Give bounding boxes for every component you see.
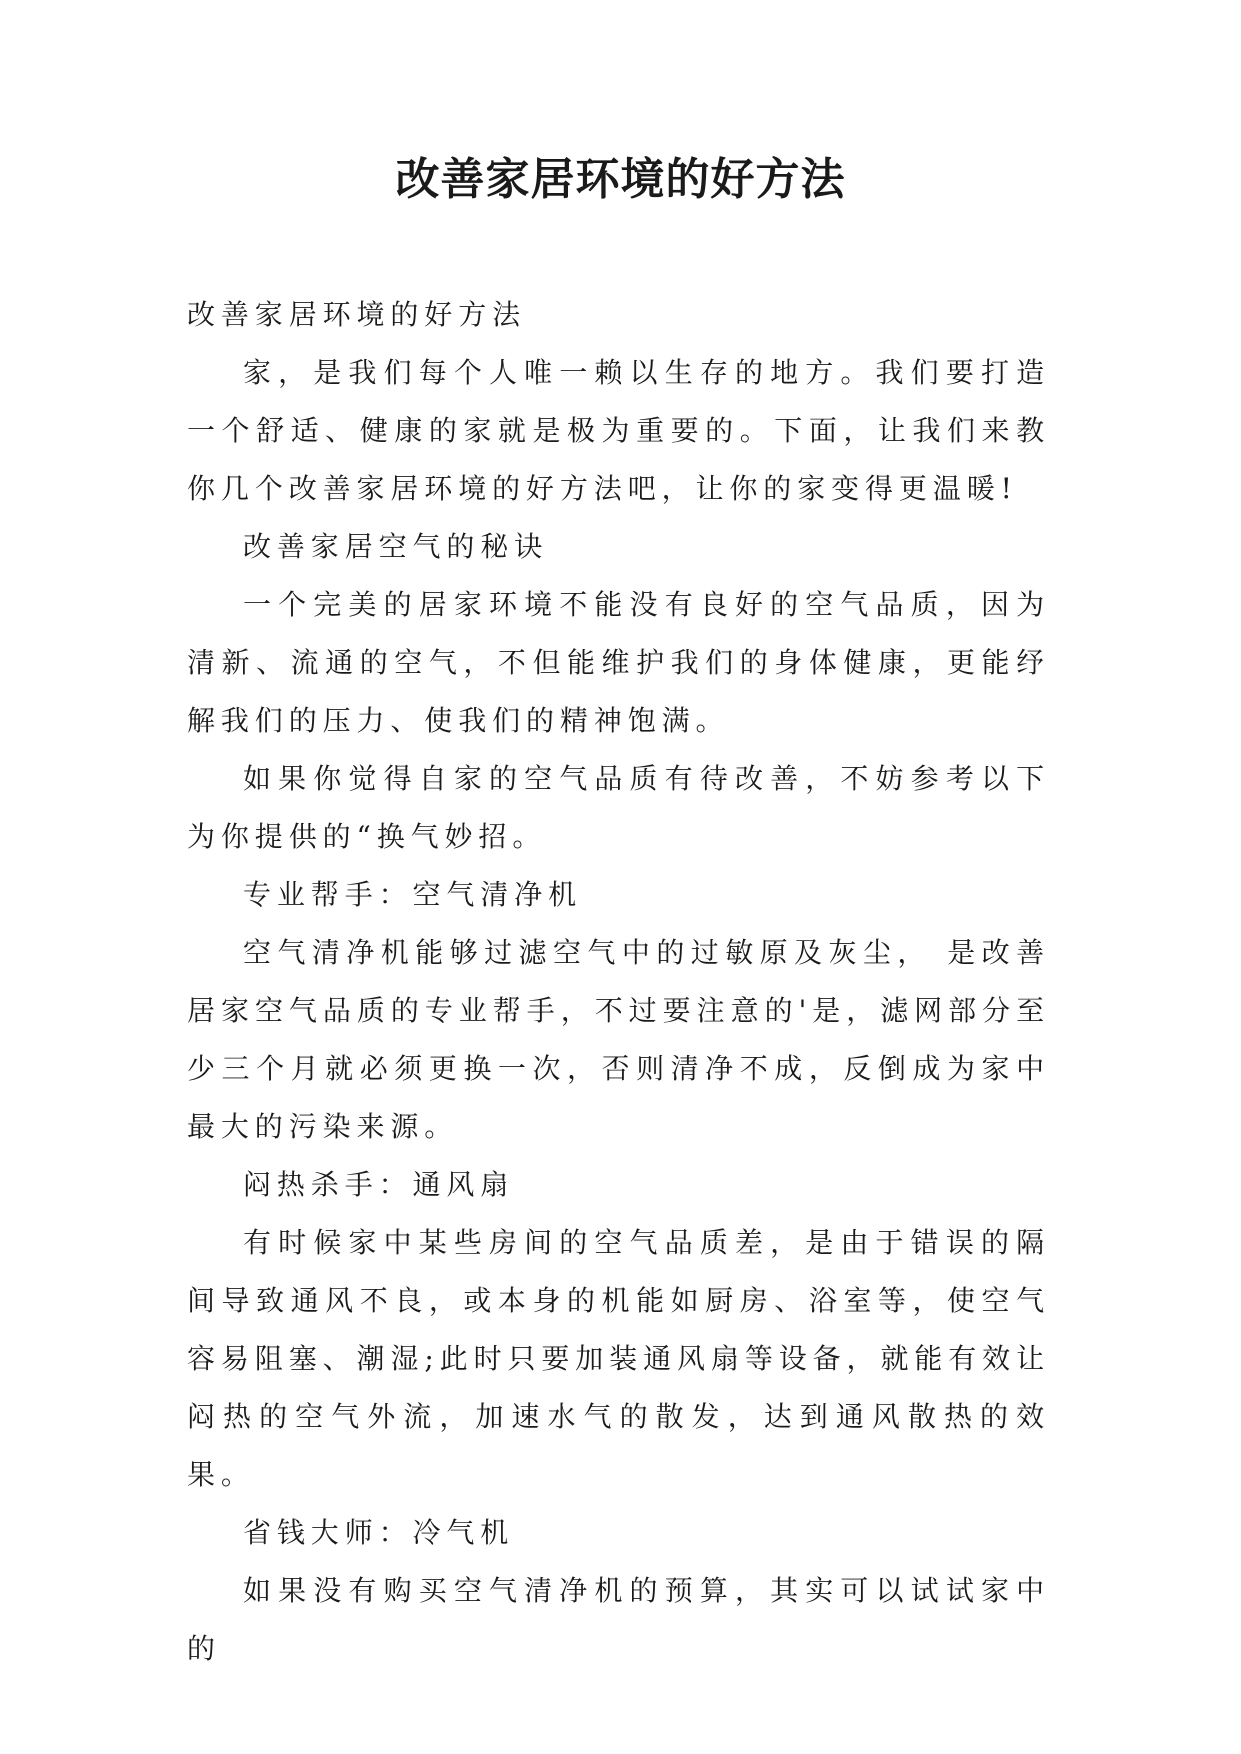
document-title: 改善家居环境的好方法 — [395, 154, 846, 205]
intro-paragraph: 家，是我们每个人唯一赖以生存的地方。我们要打造一个舒适、健康的家就是极为重要的。下面，让我们来教你几个改善家居环境的好方法吧，让你的家变得更温暖! — [187, 356, 1050, 505]
paragraph-purifier: 空气清净机能够过滤空气中的过敏原及灰尘， 是改善居家空气品质的专业帮手，不过要注意的'是，滤网部分至少三个月就必须更换一次，否则清净不成，反倒成为家中最大的污染来源。 — [187, 936, 1050, 1143]
section-heading-purifier: 专业帮手：空气清净机 — [243, 878, 583, 911]
section-heading-air: 改善家居空气的秘诀 — [243, 530, 549, 563]
paragraph-fan: 有时候家中某些房间的空气品质差，是由于错误的隔间导致通风不良，或本身的机能如厨房、浴室等，使空气容易阻塞、潮湿;此时只要加装通风扇等设备，就能有效让闷热的空气外流，加速水气的散发，达到通风散热的效果。 — [187, 1226, 1050, 1491]
paragraph-air-quality: 一个完美的居家环境不能没有良好的空气品质，因为清新、流通的空气，不但能维护我们的身体健康，更能纾解我们的压力、使我们的精神饱满。 — [187, 588, 1050, 737]
body-heading: 改善家居环境的好方法 — [187, 298, 527, 331]
section-heading-aircon: 省钱大师：冷气机 — [243, 1516, 515, 1549]
section-heading-fan: 闷热杀手：通风扇 — [243, 1168, 515, 1201]
paragraph-air-tips: 如果你觉得自家的空气品质有待改善，不妨参考以下为你提供的“换气妙招。 — [187, 762, 1050, 853]
paragraph-aircon: 如果没有购买空气清净机的预算，其实可以试试家中的 — [187, 1574, 1050, 1665]
document-body — [187, 286, 1050, 1678]
